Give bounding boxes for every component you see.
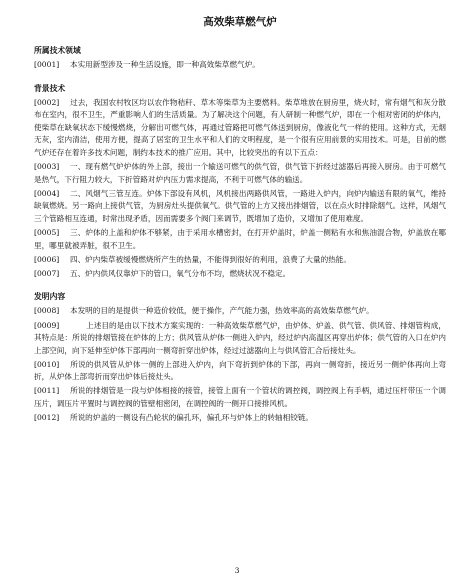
paragraph-text: 所说的供风管从炉体一侧的上部进入炉内，向下弯折到炉体的下部，再向一侧弯折，接近另一侧炉体再向上弯折，从炉体上部弯折而穿出炉体后接灶头。: [34, 359, 446, 382]
section-heading-summary: 发明内容: [34, 292, 66, 302]
paragraph-number: [0007]: [34, 268, 60, 278]
paragraph-0010: [34, 359, 446, 384]
paragraph-0008: [34, 305, 446, 318]
paragraph-number: [0006]: [34, 254, 60, 264]
paragraph-number: [0001]: [34, 60, 60, 69]
paragraph-text: 一、现有燃气炉炉体的外上部，接出一个输送可燃气的供气管，供气管下折经过滤器后再接入厨房。由于可燃气是热气，下行阻力较大，下折管路对炉内压力需求提高，不利于可燃气体的输送。: [34, 162, 446, 184]
paragraph-text: 五、炉内供风仅靠炉下的管口，氧气分布不均，燃烧状况不稳定。: [70, 268, 291, 278]
paragraph-text: 过去，我国农村牧区均以农作物秸秆、草木等柴草为主要燃料。柴草堆放在厨房里，烧火时，常有烟气和灰分散布在室内，很不卫生，严重影响人们的生活质量。为了解决这个问题，有人研制一种燃气炉，即在一个相对密闭的炉体内，使柴草在缺氧状态下缓慢燃烧，分解出可燃气体，再通过管路把可燃气体送到厨房，像液化气一样的使用。这种方式，无烟无灰，室内清洁，使用方便，提高了居室的卫生水平和人们的文明程度，是一个很有应用前景的实用技术。可是，目前的燃气炉还存在着许多技术问题，制约本技术的推广应用。其中，比较突出的有以下五点：: [34, 97, 446, 157]
paragraph-0004: [34, 188, 446, 226]
paragraph-0005: [34, 227, 446, 252]
paragraph-0012: [34, 412, 446, 425]
paragraph-0003: [34, 161, 446, 186]
paragraph-text: 所说的排烟管是一段与炉体相接的接管，接管上面有一个管状的调控阀，调控阀上有手柄，通过压杆带压一个调压片，调压片平置时与调控阀的管壁相密闭，在调控阀的一侧开口接排风机。: [34, 386, 446, 409]
page-number: 3: [234, 566, 240, 575]
paragraph-number: [0003]: [34, 162, 60, 172]
section-heading-background: 背景技术: [34, 83, 66, 93]
paragraph-number: [0005]: [34, 228, 60, 238]
paragraph-text: 所说的炉盖的一侧设有凸轮状的偏孔环，偏孔环与炉体上的转轴相铰链。: [70, 413, 313, 423]
paragraph-number: [0009]: [34, 320, 60, 330]
paragraph-text: 本发明的目的是提供一种造价较低，便于操作，产气能力强，热效率高的高效柴草燃气炉。: [70, 306, 374, 316]
paragraph-number: [0012]: [34, 413, 60, 423]
paragraph-0007: [34, 268, 446, 281]
paragraph-number: [0011]: [34, 386, 60, 396]
paragraph-number: [0002]: [34, 97, 60, 107]
paragraph-text: 三、炉体的上盖和炉体不够紧，由于采用水槽密封，在打开炉盖时，炉盖一侧粘有水和焦油混合物，炉盖放在哪里，哪里就被弄脏，很不卫生。: [34, 228, 446, 250]
paragraph-number: [0008]: [34, 306, 60, 316]
paragraph-text: 上述目的是由以下技术方案实现的：一种高效柴草燃气炉，由炉体、炉盖、供气管、供风管、排烟管构成，其特点是：所说的排烟管接在炉体的上方；供风管从炉体一侧进入炉内，经过炉内高温区再穿出炉体；供气管的入口在炉内上部空间，向下延伸至炉体下部再向一侧弯折穿出炉体，经过过滤器向上与供风管汇合后接灶头。: [34, 320, 446, 355]
paragraph-number: [0004]: [34, 188, 60, 198]
section-heading-technical-field: 所属技术领域: [34, 46, 81, 55]
paragraph-0011: [34, 385, 446, 410]
paragraph-0006: [34, 254, 446, 267]
document-title: 高效柴草燃气炉: [203, 16, 277, 28]
paragraph-text: 四、炉内柴草被缓慢燃烧所产生的热量，不能得到很好的利用，浪费了大量的热能。: [70, 254, 351, 264]
paragraph-text: 本实用新型涉及一种生活设施，即一种高效柴草燃气炉。: [70, 60, 260, 69]
paragraph-0001: [34, 59, 446, 72]
paragraph-0009: [34, 320, 446, 358]
paragraph-0002: [34, 97, 446, 160]
paragraph-text: 二、风烟气三管互连。炉体下部设有风机，风机接出两路供风管，一路进入炉内，向炉内输送有限的氧气，维持缺氧燃烧。另一路向上接供气管，为厨房灶头提供氧气。供气管的上方又接出排烟管，以在点火时排除烟气。这样，风烟气三个管路相互连通，时常出现矛盾，因而需要多个阀门来调节，既增加了造价，又增加了使用难度。: [34, 188, 446, 223]
paragraph-number: [0010]: [34, 359, 60, 369]
